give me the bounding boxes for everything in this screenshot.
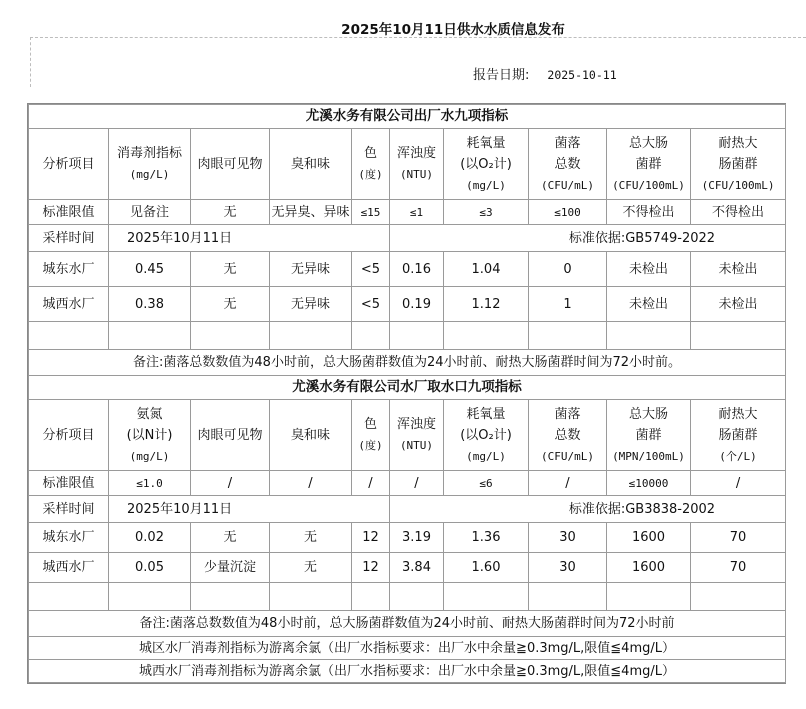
sample-date: 2025年10月11日 [109,496,390,523]
header-cell [390,400,444,471]
header-line: (MPN/100mL) [612,449,685,463]
data-cell: 1 [529,287,607,322]
header-line: 肉眼可见物 [197,156,263,172]
header-line: 分析项目 [42,427,95,443]
data-cell: 12 [352,553,390,583]
header-line: 耐热大 [718,135,758,151]
header-line: 肠菌群 [718,427,758,443]
footnote: 城西水厂消毒剂指标为游离余氯（出厂水指标要求：出厂水中余量≧0.3mg/L,限值≦4mg/L） [29,660,786,683]
data-cell: 70 [691,523,786,553]
header-cell [270,129,352,200]
header-line: (NTU) [399,439,434,452]
report-date [473,64,617,83]
header-row [29,400,786,471]
standard-cell: / [270,471,352,496]
data-cell: 0.16 [390,252,444,287]
table-title: 尤溪水务有限公司水厂取水口九项指标 [29,376,786,400]
header-line: 臭和味 [290,427,330,443]
header-cell [352,400,390,471]
header-line: 耗氧量 [466,406,506,422]
data-cell: 12 [352,523,390,553]
standard-cell: 无异臭、异味 [270,200,352,225]
standard-basis: 标准依据:GB3838-2002 [390,496,786,523]
header-line: 总大肠 [628,406,668,422]
row-label: 标准限值 [29,200,109,225]
data-cell: 无异味 [270,252,352,287]
header-line: 总数 [554,156,581,172]
quality-table [28,104,786,683]
header-line: (CFU/mL) [541,449,594,463]
data-cell: 0.02 [109,523,191,553]
data-cell: 无 [270,553,352,583]
header-line: (以O₂计) [460,156,512,172]
table-title: 尤溪水务有限公司出厂水九项指标 [29,105,786,129]
standard-cell: / [529,471,607,496]
header-line: (以O₂计) [460,427,512,443]
standard-cell: / [191,471,270,496]
header-cell [691,400,786,471]
standard-cell: 无 [191,200,270,225]
footnote: 城区水厂消毒剂指标为游离余氯（出厂水指标要求：出厂水中余量≧0.3mg/L,限值≦4mg/L） [29,637,786,660]
blank-cell [607,322,691,350]
data-cell: 0.45 [109,252,191,287]
header-line: 总数 [554,427,581,443]
footnote-row [29,637,786,660]
header-cell [529,400,607,471]
plant-name: 城东水厂 [29,523,109,553]
data-cell: 30 [529,553,607,583]
header-cell [390,129,444,200]
sample-row [29,225,786,252]
standard-cell: ≤1 [390,200,444,225]
header-line: (mg/L) [129,449,170,463]
data-cell: 1.36 [444,523,529,553]
data-cell: 无 [191,287,270,322]
page-boundary-left [30,37,31,87]
header-line: 浑浊度 [396,146,436,161]
blank-row [29,583,786,611]
header-cell [444,400,529,471]
standard-row [29,471,786,496]
header-cell [191,400,270,471]
data-cell: 无异味 [270,287,352,322]
data-cell: 0.19 [390,287,444,322]
table-row [29,523,786,553]
blank-cell [390,322,444,350]
header-line: (度) [358,439,383,452]
data-cell: 未检出 [607,287,691,322]
header-line: 菌群 [635,427,662,443]
header-line: (CFU/100mL) [612,178,685,192]
data-cell: 1.12 [444,287,529,322]
data-cell: 未检出 [691,287,786,322]
data-cell: 30 [529,523,607,553]
data-cell: 1600 [607,553,691,583]
note-row [29,611,786,637]
header-cell [109,129,191,200]
report-date-value: 2025-10-11 [547,68,617,82]
standard-cell: 不得检出 [607,200,691,225]
blank-cell [444,322,529,350]
data-cell: <5 [352,287,390,322]
data-cell: 70 [691,553,786,583]
standard-cell: / [691,471,786,496]
blank-cell [352,322,390,350]
header-line: 耐热大 [718,406,758,422]
data-cell: 3.19 [390,523,444,553]
blank-cell [390,583,444,611]
sample-label: 采样时间 [29,496,109,523]
blank-cell [191,583,270,611]
blank-cell [444,583,529,611]
note: 备注:菌落总数数值为48小时前，总大肠菌群数值为24小时前、耐热大肠菌群时间为72小时前。 [29,350,786,376]
sample-row [29,496,786,523]
header-line: 肠菌群 [718,156,758,172]
blank-row [29,322,786,350]
data-cell: 1.60 [444,553,529,583]
data-cell: 3.84 [390,553,444,583]
header-cell [29,129,109,200]
header-cell [444,129,529,200]
blank-cell [29,583,109,611]
data-cell: 未检出 [607,252,691,287]
header-line: 菌群 [635,156,662,172]
table-title-row [29,376,786,400]
data-cell: 1600 [607,523,691,553]
header-line: 菌落 [554,406,581,422]
blank-cell [352,583,390,611]
standard-cell: / [390,471,444,496]
blank-cell [607,583,691,611]
header-cell [109,400,191,471]
plant-name: 城西水厂 [29,553,109,583]
standard-cell: ≤3 [444,200,529,225]
header-line: (个/L) [719,449,757,463]
header-cell [270,400,352,471]
sample-label: 采样时间 [29,225,109,252]
data-cell: 无 [191,523,270,553]
footnote-row [29,660,786,683]
header-cell [529,129,607,200]
header-cell [691,129,786,200]
header-line: 总大肠 [628,135,668,151]
blank-cell [191,322,270,350]
data-cell: 少量沉淀 [191,553,270,583]
plant-name: 城东水厂 [29,252,109,287]
header-line: 氨氮 [136,406,163,422]
header-cell [352,129,390,200]
header-line: (CFU/mL) [541,178,594,192]
header-line: 色 [363,417,377,432]
header-line: 耗氧量 [466,135,506,151]
header-line: (以N计) [126,427,173,443]
data-cell: 1.04 [444,252,529,287]
header-line: (mg/L) [466,178,506,192]
page-title: 2025年10月11日供水水质信息发布 [341,22,565,38]
data-cell: <5 [352,252,390,287]
header-cell [191,129,270,200]
quality-sheet [27,103,786,684]
page-boundary-top [30,37,806,38]
header-line: (mg/L) [466,449,506,463]
header-line: (度) [358,168,383,181]
standard-cell: 见备注 [109,200,191,225]
standard-cell: ≤1.0 [109,471,191,496]
standard-cell: ≤100 [529,200,607,225]
data-cell: 未检出 [691,252,786,287]
blank-cell [529,583,607,611]
header-line: 肉眼可见物 [197,427,263,443]
standard-cell: / [352,471,390,496]
blank-cell [270,583,352,611]
blank-cell [29,322,109,350]
blank-cell [109,322,191,350]
plant-name: 城西水厂 [29,287,109,322]
standard-cell: 不得检出 [691,200,786,225]
note-row [29,350,786,376]
blank-cell [270,322,352,350]
blank-cell [529,322,607,350]
standard-cell: ≤10000 [607,471,691,496]
blank-cell [691,583,786,611]
table-row [29,252,786,287]
note: 备注:菌落总数数值为48小时前，总大肠菌群数值为24小时前、耐热大肠菌群时间为72小时前 [29,611,786,637]
table-row [29,553,786,583]
table-row [29,287,786,322]
standard-cell: ≤15 [352,200,390,225]
header-row [29,129,786,200]
standard-cell: ≤6 [444,471,529,496]
table-title-row [29,105,786,129]
data-cell: 0.38 [109,287,191,322]
sample-date: 2025年10月11日 [109,225,390,252]
header-line: (CFU/100mL) [701,178,775,192]
header-cell [29,400,109,471]
header-line: 菌落 [554,135,581,151]
header-line: 色 [363,146,377,161]
header-line: 臭和味 [290,156,330,172]
row-label: 标准限值 [29,471,109,496]
blank-cell [691,322,786,350]
data-cell: 无 [191,252,270,287]
report-date-label: 报告日期: [473,68,530,83]
header-cell [607,400,691,471]
header-line: 分析项目 [42,156,95,172]
data-cell: 无 [270,523,352,553]
header-line: (NTU) [399,168,434,181]
header-line: (mg/L) [129,168,170,181]
blank-cell [109,583,191,611]
header-cell [607,129,691,200]
data-cell: 0.05 [109,553,191,583]
standard-row [29,200,786,225]
header-line: 浑浊度 [396,417,436,432]
data-cell: 0 [529,252,607,287]
standard-basis: 标准依据:GB5749-2022 [390,225,786,252]
header-line: 消毒剂指标 [116,146,182,161]
